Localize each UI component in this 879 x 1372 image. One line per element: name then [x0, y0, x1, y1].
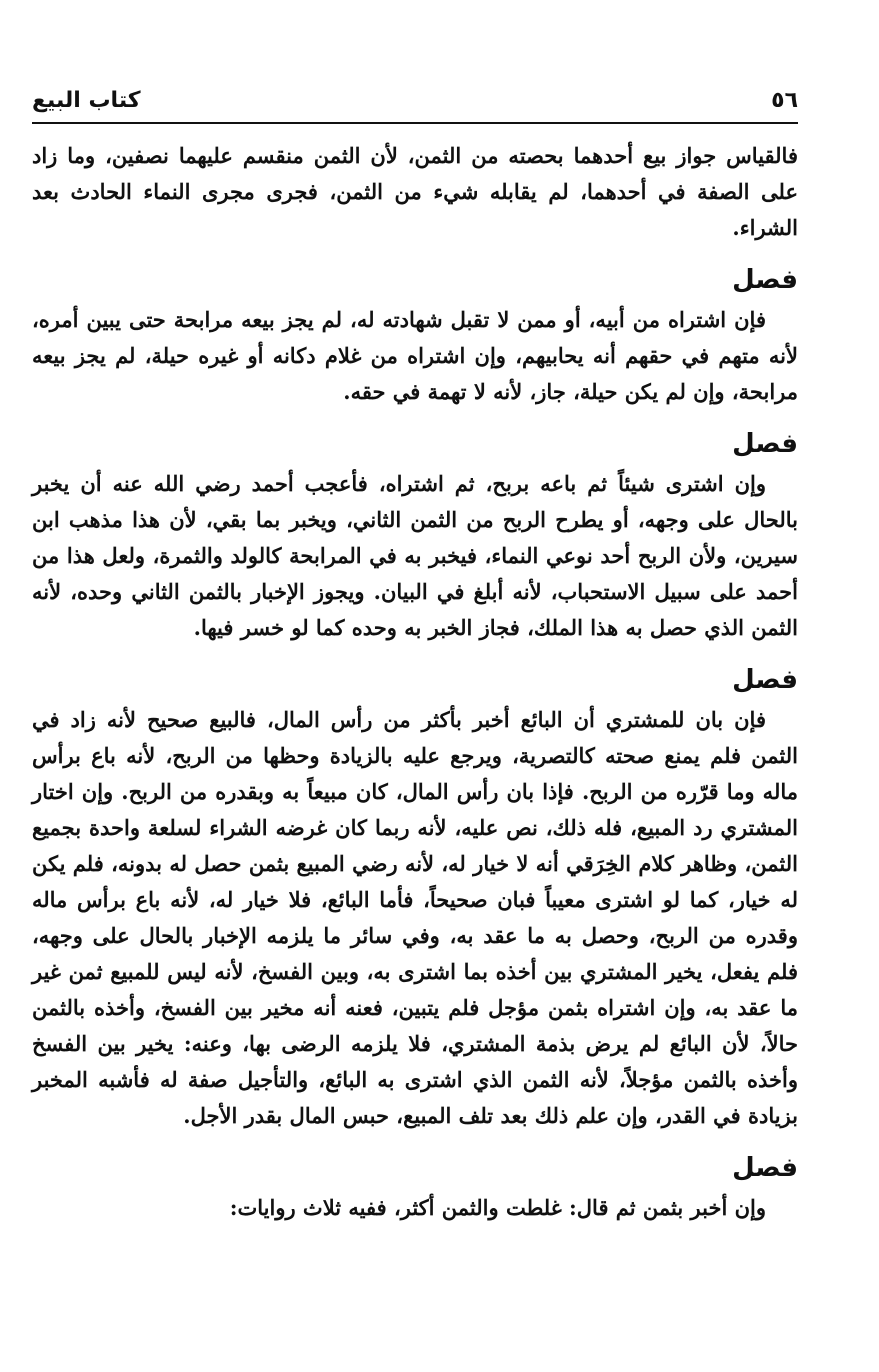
paragraph: فإن اشتراه من أبيه، أو ممن لا تقبل شهادته له، لم يجز بيعه مرابحة حتى يبين أمره، لأنه متهم في حقهم أنه يحابيهم، وإن اشتراه من غلام دكانه أو غيره حيلة، لم يجز بيعه مرابحة، وإن لم يكن حيلة، جاز، لأنه لا تهمة في حقه. — [32, 307, 798, 404]
section-heading: فصل — [732, 429, 798, 459]
section-heading: فصل — [732, 265, 798, 295]
page-header — [32, 84, 798, 124]
paragraph: وإن اشترى شيئاً ثم باعه بربح، ثم اشتراه، فأعجب أحمد رضي الله عنه أن يخبر بالحال على وجهه، أو يطرح الربح من الثمن الثاني، ويخبر بما بقي، لأن هذا مذهب ابن سيرين، ولأن الربح أحد نوعي النماء، فيخبر به في المرابحة كالولد والثمرة، ولعل هذا من أحمد على سبيل الاستحباب، لأنه أبلغ في البيان. ويجوز الإخبار بالثمن الثاني وحده، لأنه الثمن الذي حصل به هذا الملك، فجاز الخبر به وحده كما لو خسر فيها. — [32, 471, 798, 640]
header-rule — [32, 122, 798, 124]
paragraph-intro: فالقياس جواز بيع أحدهما بحصته من الثمن، لأن الثمن منقسم عليهما نصفين، وما زاد على الصفة في أحدهما، لم يقابله شيء من الثمن، فجرى مجرى النماء الحادث بعد الشراء. — [32, 143, 798, 240]
paragraph: وإن أخبر بثمن ثم قال: غلطت والثمن أكثر، ففيه ثلاث روايات: — [229, 1195, 766, 1220]
running-head: كتاب البيع — [32, 88, 141, 113]
section-heading: فصل — [732, 1153, 798, 1183]
paragraph: فإن بان للمشتري أن البائع أخبر بأكثر من رأس المال، فالبيع صحيح لأنه زاد في الثمن فلم يمنع صحته كالتصرية، ويرجع عليه بالزيادة وحظها من الربح، لأنه باع برأس ماله وما قرّره من الربح. فإذا بان رأس المال، كان مبيعاً به وبقدره من الربح. وإن اختار المشتري رد المبيع، فله ذلك، نص عليه، لأنه ربما كان غرضه الشراء لسلعة واحدة بجميع الثمن، وظاهر كلام الخِرَقي أنه لا خيار له، لأنه رضي المبيع بثمن حصل له بدونه، فلم يكن له خيار، كما لو اشترى معيباً فبان صحيحاً، فأما البائع، فلا خيار له، لأنه باع برأس ماله وقدره من الربح، وحصل به ما عقد به، وفي سائر ما يلزمه الإخبار بالحال على وجهه، فلم يفعل، يخير المشتري بين أخذه بما اشترى به، وبين الفسخ، لأنه ليس للمبيع ثمن غير ما عقد به، وإن اشتراه بثمن مؤجل فلم يتبين، فعنه أنه مخير بين الفسخ، وأخذه بالثمن حالاً، لأن البائع لم يرض بذمة المشتري، فلا يلزمه الرضى بها، وعنه: يخير بين الفسخ وأخذه بالثمن مؤجلاً، لأنه الثمن الذي اشترى به البائع، والتأجيل صفة له فأشبه المخبر بزيادة في القدر، وإن علم ذلك بعد تلف المبيع، حبس المال بقدر الأجل. — [32, 707, 798, 1128]
section-heading: فصل — [732, 665, 798, 695]
page-number: ٥٦ — [771, 88, 798, 113]
page-body — [32, 138, 798, 1226]
